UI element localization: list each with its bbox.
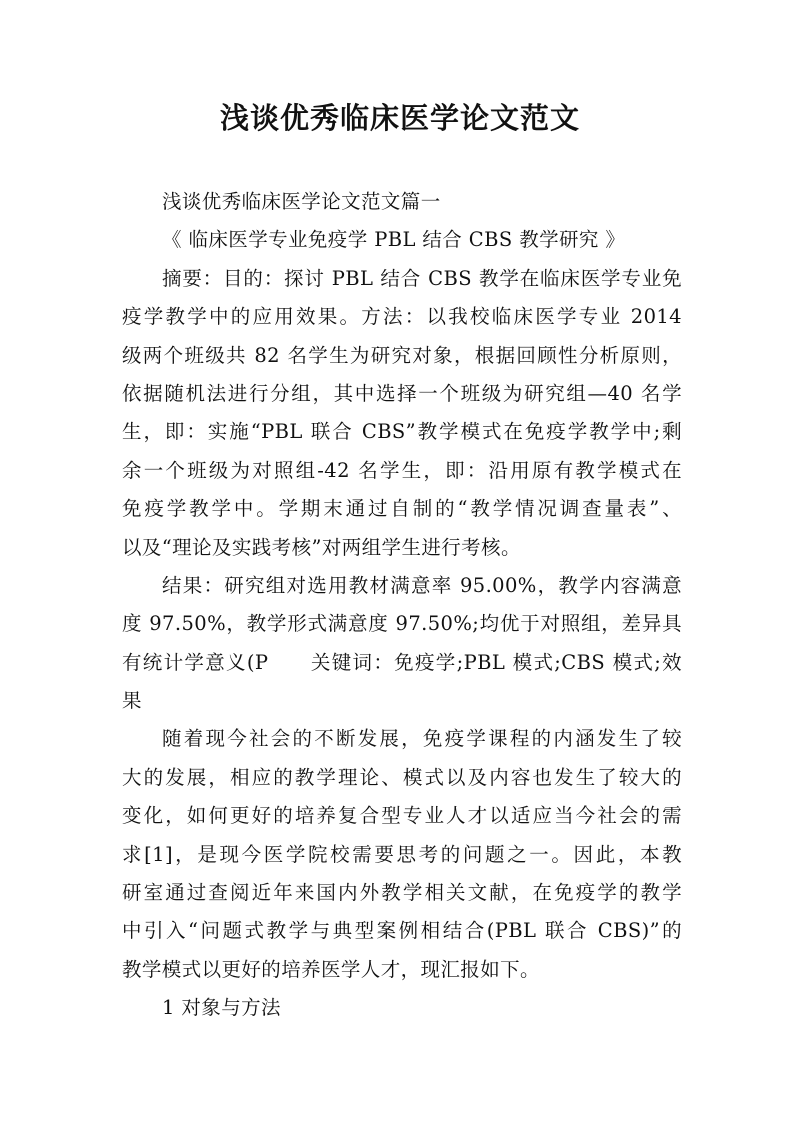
paragraph-line: 中引入“问题式教学与典型案例相结合(PBL 联合 CBS)”的 [122,919,682,943]
paragraph-line: 生，即：实施“PBL 联合 CBS”教学模式在免疫学教学中;剩 [122,420,682,444]
paragraph-line: 依据随机法进行分组，其中选择一个班级为研究组—40 名学 [122,381,682,405]
paragraph-line: 随着现今社会的不断发展，免疫学课程的内涵发生了较 [162,727,682,751]
paragraph-line: 求[1]，是现今医学院校需要思考的问题之一。因此，本教 [122,842,682,866]
paragraph-line: 免疫学教学中。学期末通过自制的“教学情况调查量表”、 [122,497,682,521]
paragraph-line: 疫学教学中的应用效果。方法：以我校临床医学专业 2014 [122,305,682,329]
paragraph-line: 摘要：目的：探讨 PBL 结合 CBS 教学在临床医学专业免 [162,266,682,290]
paragraph-line: 研室通过查阅近年来国内外教学相关文献，在免疫学的教学 [122,881,682,905]
paragraph-line: 果 [122,689,142,713]
document-body [122,183,682,1028]
paragraph-line: 余一个班级为对照组-42 名学生，即：沿用原有教学模式在 [122,458,682,482]
paragraph-line: 级两个班级共 82 名学生为研究对象，根据回顾性分析原则， [122,343,682,367]
paragraph-line: 大的发展，相应的教学理论、模式以及内容也发生了较大的 [122,765,682,789]
paragraph-line: 结果：研究组对选用教材满意率 95.00%，教学内容满意 [162,573,682,597]
paragraph-line: 教学模式以更好的培养医学人才，现汇报如下。 [122,957,540,981]
paragraph-line: 度 97.50%，教学形式满意度 97.50%;均优于对照组，差异具 [122,612,682,636]
paragraph-line: 变化，如何更好的培养复合型专业人才以适应当今社会的需 [122,804,682,828]
section-heading: 1 对象与方法 [162,996,281,1020]
section-heading: 浅谈优秀临床医学论文范文篇一 [162,190,441,213]
document-title: 浅谈优秀临床医学论文范文 [219,101,580,135]
paragraph-line: 有统计学意义(P 关键词：免疫学;PBL 模式;CBS 模式;效 [122,650,682,674]
article-title: 《 临床医学专业免疫学 PBL 结合 CBS 教学研究 》 [162,228,626,252]
paragraph-line: 以及“理论及实践考核”对两组学生进行考核。 [122,535,521,559]
